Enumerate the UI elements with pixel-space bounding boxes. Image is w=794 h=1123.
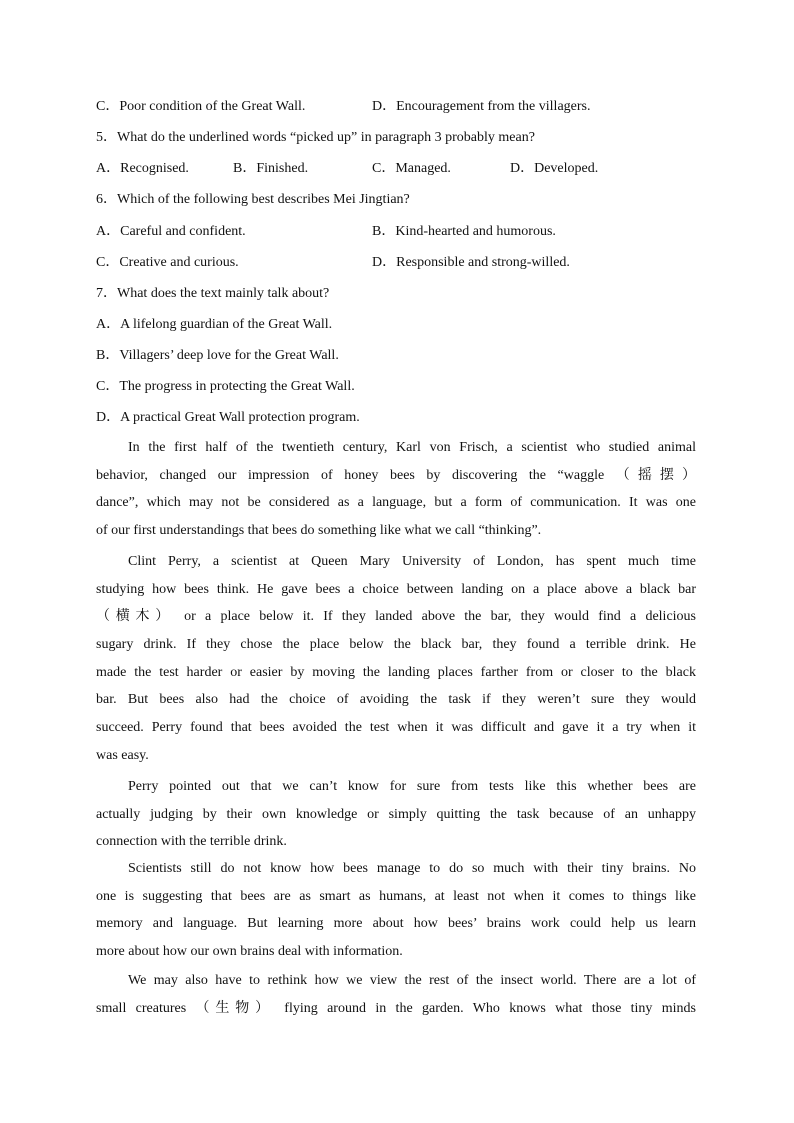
- passage-line: more about how our own brains deal with information.: [96, 944, 403, 960]
- passage-line: dance”, which may not be considered as a language, but a form of communication. It was one: [96, 495, 696, 511]
- passage-line: of our first understandings that bees do something like what we call “thinking”.: [96, 523, 542, 539]
- q6-stem: 6．Which of the following best describes Mei Jingtian?: [96, 192, 410, 207]
- passage-line: Clint Perry, a scientist at Queen Mary University of London, has spent much time: [128, 554, 696, 569]
- q5-option-d: D．Developed.: [510, 161, 599, 176]
- q7-option-b: B．Villagers’ deep love for the Great Wall.: [96, 348, 339, 363]
- q4-option-d: D．Encouragement from the villagers.: [372, 99, 591, 114]
- passage-paragraph-1: [96, 438, 696, 549]
- q6-option-b: B．Kind-hearted and humorous.: [372, 224, 556, 239]
- q7-option-d: D．A practical Great Wall protection program.: [96, 410, 360, 425]
- passage-line: was easy.: [96, 747, 149, 763]
- passage-line: succeed. Perry found that bees avoided the test when it was difficult and gave it a try when it: [96, 720, 696, 736]
- passage-paragraph-5: [96, 971, 696, 1026]
- passage-paragraph-3: [96, 777, 696, 860]
- passage-line: Perry pointed out that we can’t know for sure from tests like this whether bees are: [128, 779, 696, 794]
- passage-paragraph-4: [96, 859, 696, 970]
- passage-line: connection with the terrible drink.: [96, 834, 287, 850]
- passage-line: actually judging by their own knowledge or simply quitting the task because of an unhappy: [96, 806, 696, 822]
- passage-line: made the test harder or easier by moving the landing places farther from or closer to the black: [96, 664, 696, 680]
- passage-line: sugary drink. If they chose the place below the black bar, they found a terrible drink. He: [96, 637, 696, 653]
- passage-line: bar. But bees also had the choice of avoiding the task if they weren’t sure they would: [96, 692, 696, 708]
- q7-option-a: A．A lifelong guardian of the Great Wall.: [96, 317, 333, 332]
- passage-line: small creatures （生物） flying around in the garden. Who knows what those tiny minds: [96, 1000, 696, 1016]
- passage-line: behavior, changed our impression of honey bees by discovering the “waggle （摇摆）: [96, 467, 696, 483]
- passage-paragraph-2: [96, 552, 696, 774]
- passage-line: Scientists still do not know how bees manage to do so much with their tiny brains. No: [128, 861, 696, 876]
- q5-option-b: B．Finished.: [233, 161, 309, 176]
- q6-option-a: A．Careful and confident.: [96, 224, 246, 239]
- passage-line: one is suggesting that bees are as smart as humans, at least not when it comes to things like: [96, 888, 696, 904]
- passage-line: We may also have to rethink how we view the rest of the insect world. There are a lot of: [128, 973, 696, 988]
- passage-line: In the first half of the twentieth century, Karl von Frisch, a scientist who studied animal: [128, 440, 696, 455]
- passage-line: studying how bees think. He gave bees a choice between landing on a place above a black bar: [96, 581, 696, 597]
- q6-option-d: D．Responsible and strong-willed.: [372, 255, 570, 270]
- q4-option-c: C．Poor condition of the Great Wall.: [96, 99, 306, 114]
- q5-stem: 5．What do the underlined words “picked up” in paragraph 3 probably mean?: [96, 130, 535, 145]
- q7-stem: 7．What does the text mainly talk about?: [96, 286, 330, 301]
- passage-line: （横木） or a place below it. If they landed above the bar, they would find a delicious: [96, 609, 696, 625]
- q5-option-a: A．Recognised.: [96, 161, 189, 176]
- q5-option-c: C．Managed.: [372, 161, 451, 176]
- passage-line: memory and language. But learning more about how bees’ brains work could help us learn: [96, 916, 696, 932]
- q7-option-c: C．The progress in protecting the Great Wall.: [96, 379, 355, 394]
- q6-option-c: C．Creative and curious.: [96, 255, 239, 270]
